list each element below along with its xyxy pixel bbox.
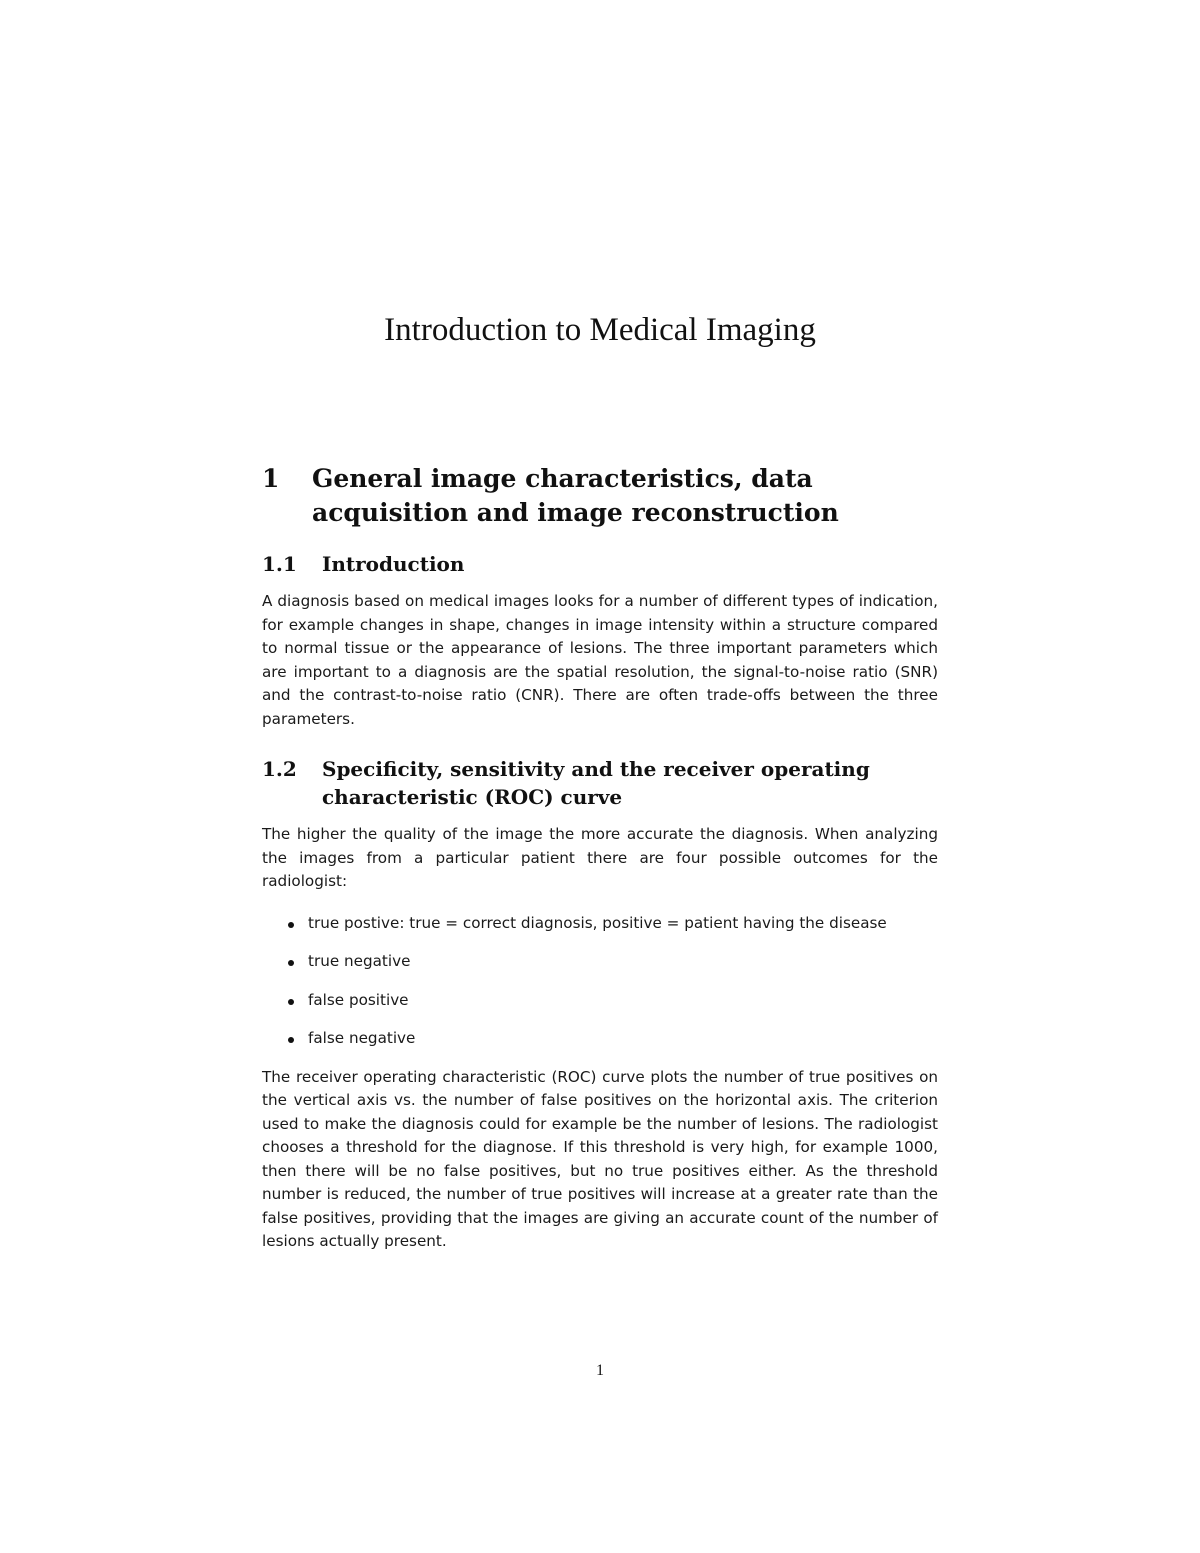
roc-intro-paragraph: The higher the quality of the image the more accurate the diagnosis. When analyzing the images from a particular patient there are four possible outcomes for the radiologist:	[262, 825, 938, 890]
subsection-title: Introduction	[322, 552, 465, 576]
roc-explanation-paragraph: The receiver operating characteristic (ROC) curve plots the number of true positives on the vertical axis vs. the number of false positives on the horizontal axis. The criterion used to make the diagnosis could for example be the number of lesions. The radiologist chooses a threshold for the diagnose. If this threshold is very high, for example 1000, then there will be no false positives, but no true positives either. As the threshold number is reduced, the number of true positives will increase at a greater rate than the false positives, providing that the images are giving an accurate count of the number of lesions actually present.	[262, 1067, 938, 1250]
section-number: 1	[262, 464, 280, 493]
list-item-text: false negative	[308, 1029, 416, 1047]
bullet-icon	[288, 999, 294, 1005]
page-number: 1	[596, 1362, 604, 1379]
introduction-paragraph: A diagnosis based on medical images looks for a number of different types of indication, for example changes in shape, changes in image intensity within a structure compared to normal tissue or the appearance of lesions. The three important parameters which are important to a diagnosis are the spatial resolution, the signal-to-noise ratio (SNR) and the contrast-to-noise ratio (CNR). There are often trade-offs between the three parameters.	[262, 592, 938, 728]
subsection-title: Specificity, sensitivity and the receiver operating characteristic (ROC) curve	[322, 757, 870, 809]
subsection-number: 1.1	[262, 552, 297, 576]
list-item	[288, 1027, 938, 1051]
list-item	[288, 989, 938, 1013]
list-item-text: true postive: true = correct diagnosis, positive = patient having the disease	[308, 913, 887, 932]
section-heading	[262, 462, 938, 530]
list-item-text: false positive	[308, 990, 409, 1009]
subsection-heading-roc	[262, 755, 938, 811]
bullet-icon	[288, 922, 294, 928]
list-item	[288, 912, 938, 936]
bullet-icon	[288, 1037, 294, 1043]
subsection-number: 1.2	[262, 757, 297, 781]
section-title: General image characteristics, data acquisition and image reconstruction	[312, 464, 839, 527]
document-body	[262, 462, 938, 1272]
subsection-heading-introduction	[262, 550, 938, 578]
bullet-icon	[288, 960, 294, 966]
document-title: Introduction to Medical Imaging	[384, 312, 816, 348]
list-item	[288, 950, 938, 974]
outcomes-list	[262, 912, 938, 1051]
list-item-text: true negative	[308, 952, 411, 970]
